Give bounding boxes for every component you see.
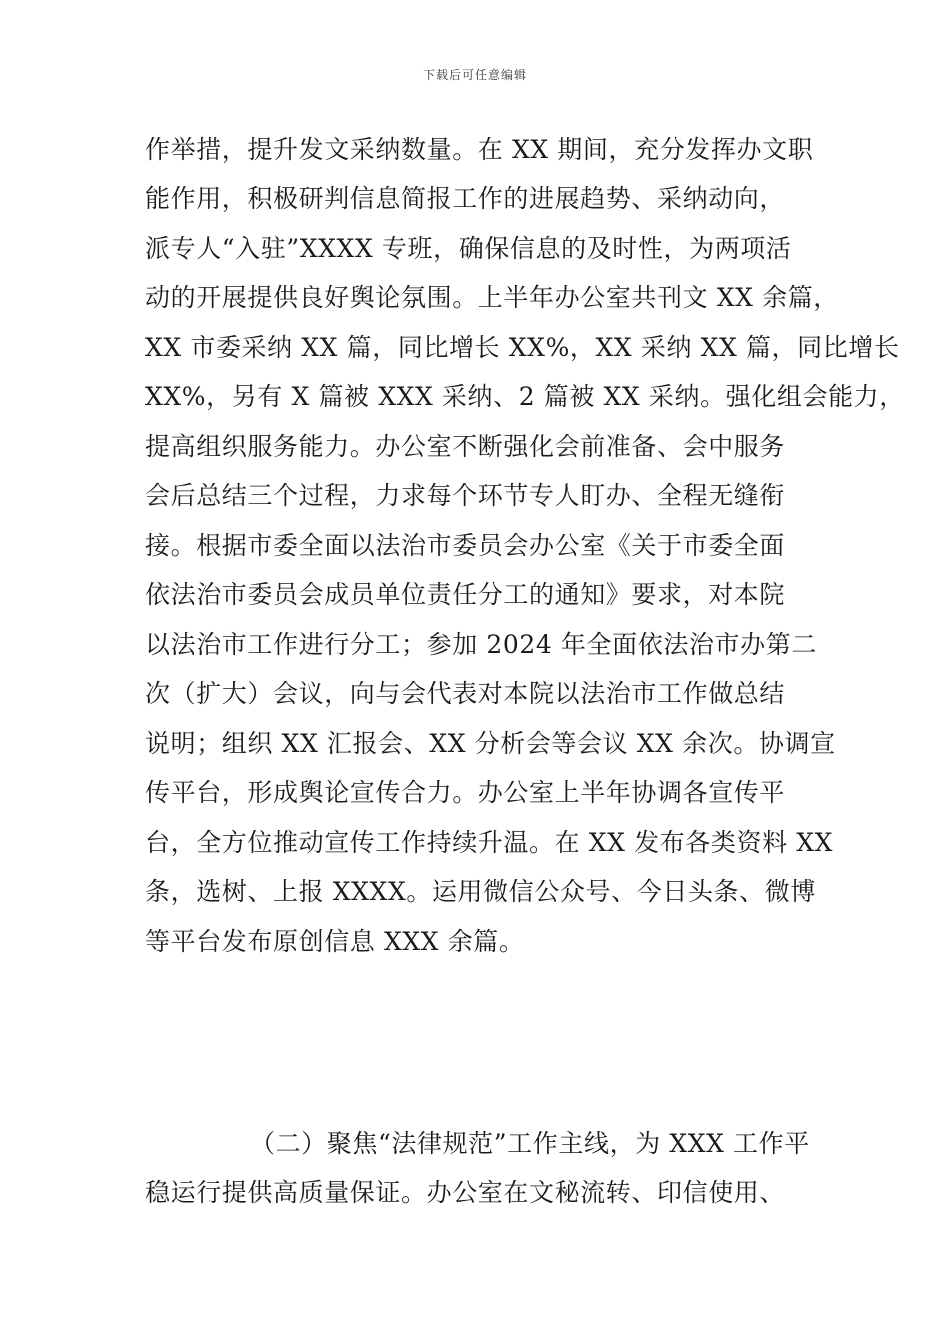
paragraph-line: 会后总结三个过程，力求每个环节专人盯办、全程无缝衔 — [145, 481, 786, 510]
paragraph-line: 动的开展提供良好舆论氛围。上半年办公室共刊文 XX 余篇， — [145, 283, 839, 312]
section-heading-line: （二）聚焦“法律规范”工作主线，为 XXX 工作平 — [250, 1129, 810, 1158]
paragraph-line: 稳运行提供高质量保证。办公室在文秘流转、印信使用、 — [145, 1178, 786, 1207]
header-note: 下载后可任意编辑 — [422, 68, 527, 82]
paragraph-line: 条，选树、上报 XXXX。运用微信公众号、今日头条、微博 — [145, 877, 816, 906]
paragraph-line: 传平台，形成舆论宣传合力。办公室上半年协调各宣传平 — [145, 778, 786, 807]
paragraph-line: 作举措，提升发文采纳数量。在 XX 期间，充分发挥办文职 — [145, 135, 814, 164]
paragraph-line: 等平台发布原创信息 XXX 余篇。 — [145, 927, 525, 956]
paragraph-line: 以法治市工作进行分工；参加 2024 年全面依法治市办第二 — [145, 630, 817, 659]
paragraph-line: 提高组织服务能力。办公室不断强化会前准备、会中服务 — [145, 432, 786, 461]
paragraph-line: 说明；组织 XX 汇报会、XX 分析会等会议 XX 余次。协调宣 — [145, 729, 836, 758]
paragraph-line: 能作用，积极研判信息简报工作的进展趋势、采纳动向， — [145, 184, 786, 213]
paragraph-line: 台，全方位推动宣传工作持续升温。在 XX 发布各类资料 XX — [145, 828, 834, 857]
paragraph-line: 次（扩大）会议，向与会代表对本院以法治市工作做总结 — [145, 679, 786, 708]
paragraph-line: 派专人“入驻”XXXX 专班，确保信息的及时性，为两项活 — [145, 234, 792, 263]
paragraph-line: XX%，另有 X 篇被 XXX 采纳、2 篇被 XX 采纳。强化组会能力， — [145, 382, 905, 411]
paragraph-line: 接。根据市委全面以法治市委员会办公室《关于市委全面 — [145, 531, 786, 560]
paragraph-line: 依法治市委员会成员单位责任分工的通知》要求，对本院 — [145, 580, 786, 609]
paragraph-line: XX 市委采纳 XX 篇，同比增长 XX%，XX 采纳 XX 篇，同比增长 — [145, 333, 900, 362]
